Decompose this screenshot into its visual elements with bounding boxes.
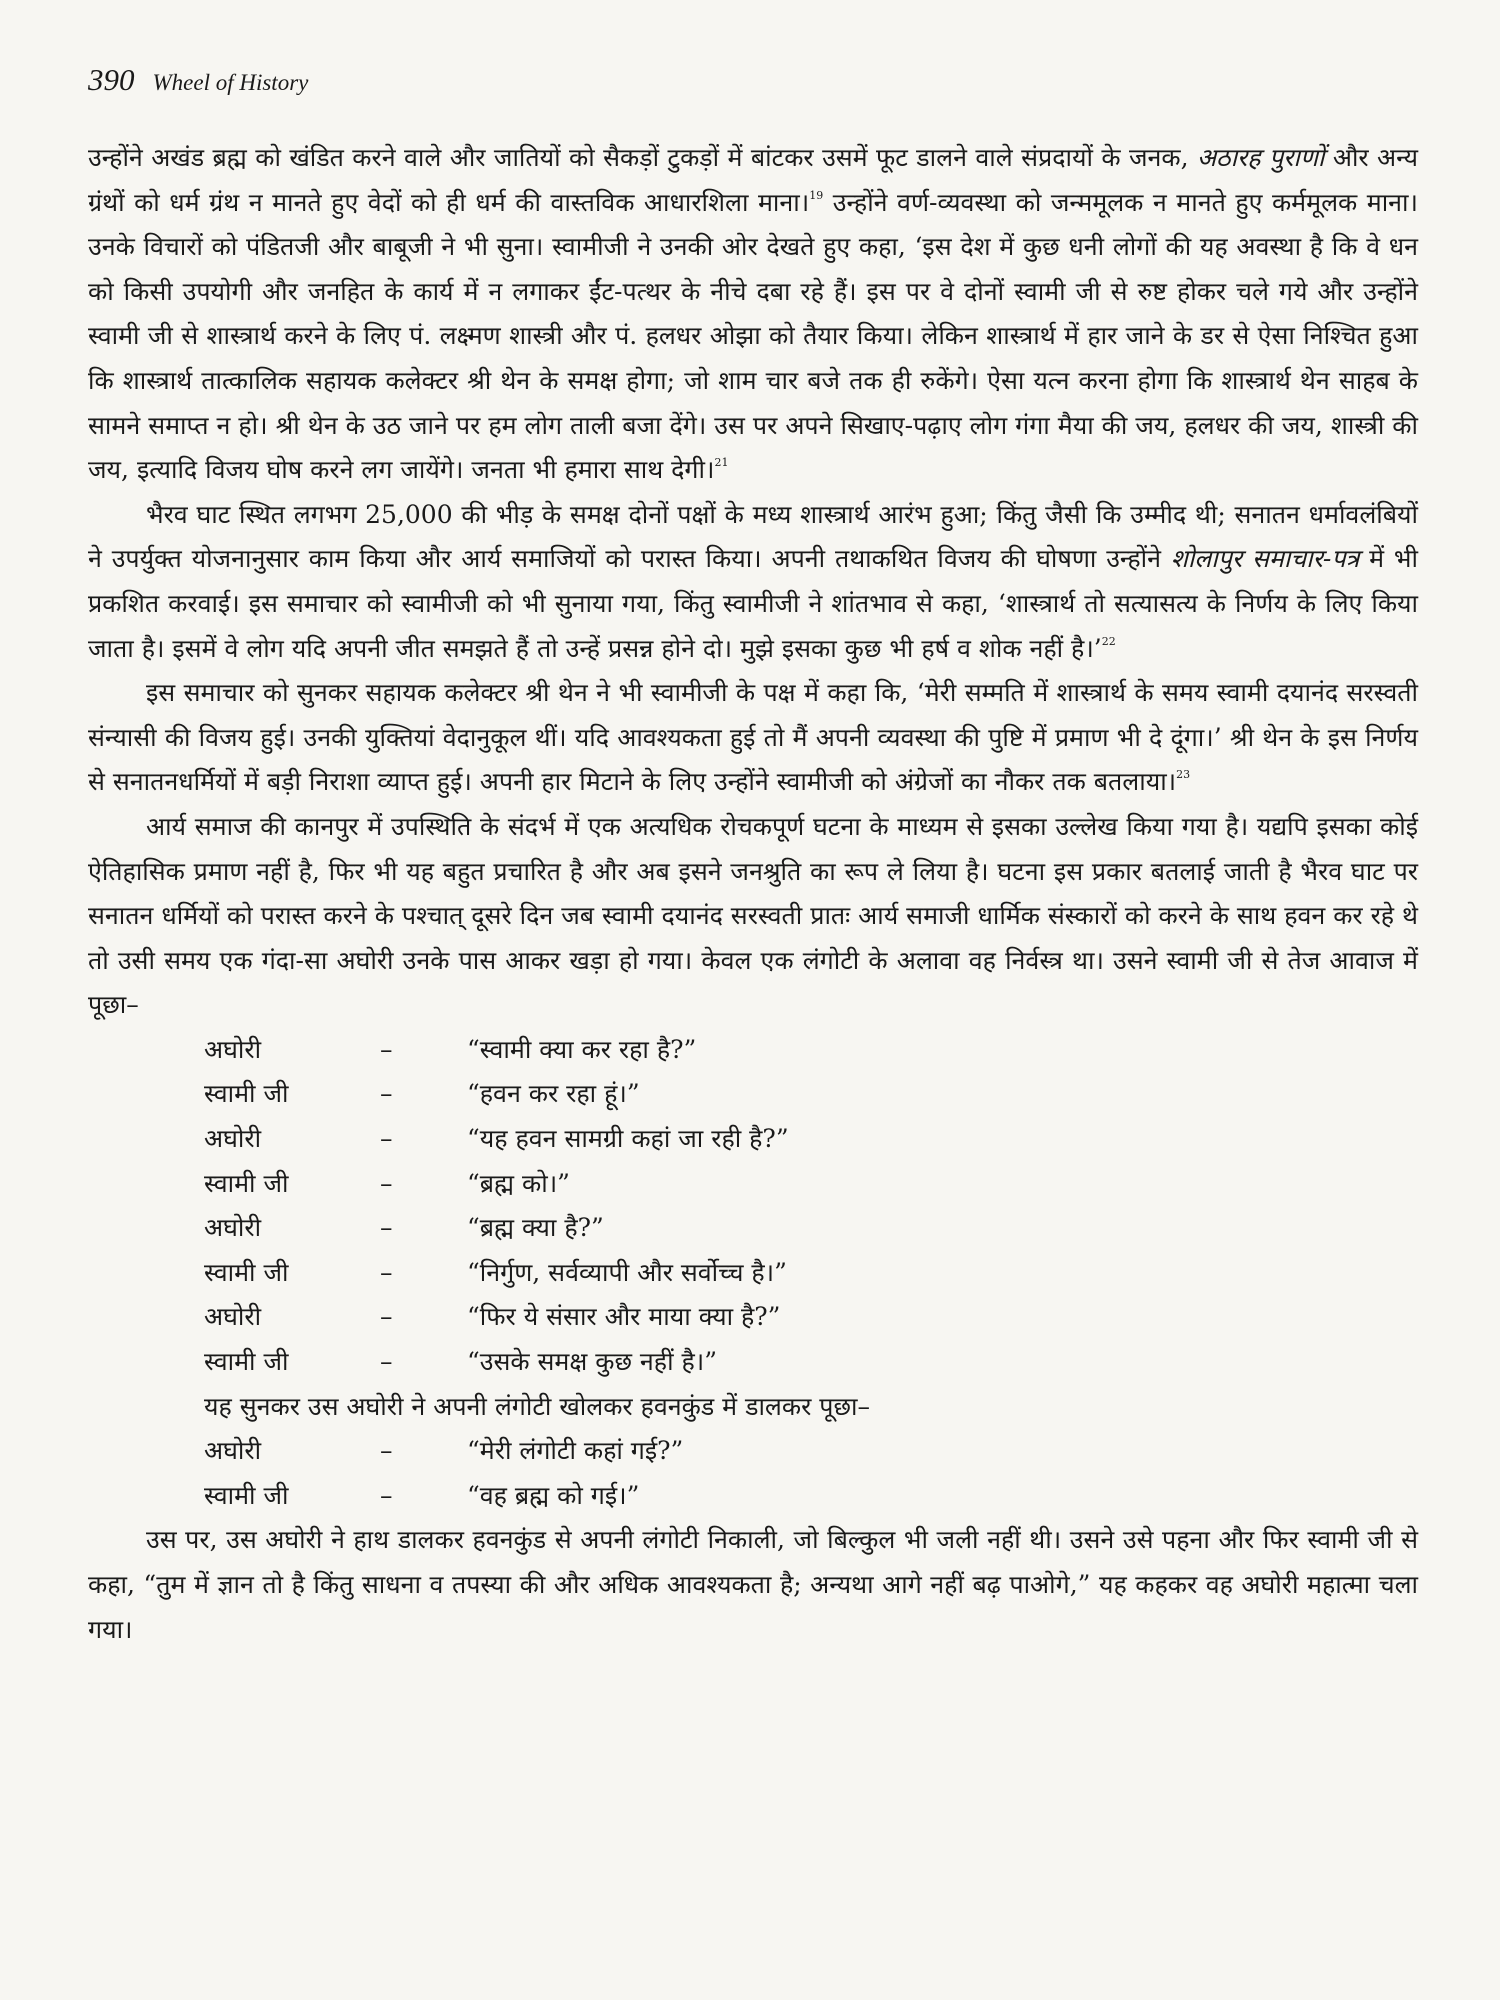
dialogue-row [88, 1295, 1418, 1340]
dialogue-speaker: स्वामी जी [204, 1480, 289, 1510]
dialogue-speaker: स्वामी जी [204, 1079, 289, 1109]
text-run: इस समाचार को सुनकर सहायक कलेक्टर श्री थेन ने भी स्वामीजी के पक्ष में कहा कि, ‘मेरी सम्मति में शास्त्रार्थ के समय स्वामी दयानंद सरस्वती संन्यासी की विजय हुई। उनकी युक्तियां वेदानुकूल थीं। यदि आवश्यकता हुई तो मैं अपनी व्यवस्था की पुष्टि में प्रमाण भी दे दूंगा।’ श्री थेन के इस निर्णय से सनातनधर्मियों में बड़ी निराशा व्याप्त हुई। अपनी हार मिटाने के लिए उन्होंने स्वामीजी को अंग्रेजों का नौकर तक बतलाया। [88, 678, 1418, 797]
italic-title: अठारह पुराणों [1196, 143, 1325, 172]
dialogue-line: “निर्गुण, सर्वव्यापी और सर्वोच्च है।” [467, 1257, 787, 1287]
dialogue-row [88, 1028, 1418, 1073]
page-number: 390 [88, 62, 135, 97]
dialogue-line: “यह हवन सामग्री कहां जा रही है?” [467, 1124, 789, 1154]
text-run: में भी प्रकशित करवाई। इस समाचार को स्वामीजी को भी सुनाया गया, किंतु स्वामीजी ने शांतभाव से कहा, ‘शास्त्रार्थ तो सत्यासत्य के निर्णय के लिए किया जाता है। इसमें वे लोग यदि अपनी जीत समझते हैं तो उन्हें प्रसन्न होने दो। मुझे इसका कुछ भी हर्ष व शोक नहीं है।’ [88, 544, 1418, 663]
dialogue-dash: – [380, 1347, 393, 1377]
paragraph [88, 136, 1418, 493]
dialogue-dash: – [380, 1034, 393, 1064]
running-title: Wheel of History [152, 70, 309, 95]
dialogue-row [88, 1117, 1418, 1162]
footnote-ref: 22 [1101, 634, 1116, 648]
dialogue-line: “हवन कर रहा हूं।” [467, 1079, 640, 1109]
footnote-ref: 23 [1176, 768, 1191, 782]
dialogue-dash: – [380, 1436, 393, 1466]
dialogue-dash: – [380, 1124, 393, 1154]
dialogue-row [88, 1206, 1418, 1251]
dialogue-dash: – [380, 1302, 393, 1332]
dialogue-block [88, 1028, 1418, 1385]
footnote-ref: 19 [809, 188, 824, 202]
dialogue-block [88, 1429, 1418, 1518]
dialogue-row [88, 1251, 1418, 1296]
narration-line: यह सुनकर उस अघोरी ने अपनी लंगोटी खोलकर हवनकुंड में डालकर पूछा– [204, 1391, 870, 1421]
dialogue-line: “वह ब्रह्म को गई।” [467, 1480, 640, 1510]
page-header [88, 62, 308, 98]
dialogue-line: “ब्रह्म क्या है?” [467, 1213, 604, 1243]
dialogue-dash: – [380, 1213, 393, 1243]
text-run: उन्होंने अखंड ब्रह्म को खंडित करने वाले और जातियों को सैकड़ों टुकड़ों में बांटकर उसमें फूट डालने वाले संप्रदायों के जनक, [88, 143, 1197, 172]
paragraph [88, 805, 1418, 1028]
dialogue-line: “स्वामी क्या कर रहा है?” [467, 1034, 697, 1064]
text-run: और अन्य ग्रंथों को धर्म ग्रंथ न मानते हुए वेदों को ही धर्म की वास्तविक आधारशिला माना। [88, 143, 1419, 217]
dialogue-dash: – [380, 1168, 393, 1198]
dialogue-speaker: स्वामी जी [204, 1168, 289, 1198]
text-run: आर्य समाज की कानपुर में उपस्थिति के संदर्भ में एक अत्यधिक रोचकपूर्ण घटना के माध्यम से इसका उल्लेख किया गया है। यद्यपि इसका कोई ऐतिहासिक प्रमाण नहीं है, फिर भी यह बहुत प्रचारित है और अब इसने जनश्रुति का रूप ले लिया है। घटना इस प्रकार बतलाई जाती है भैरव घाट पर सनातन धर्मियों को परास्त करने के पश्चात् दूसरे दिन जब स्वामी दयानंद सरस्वती प्रातः आर्य समाजी धार्मिक संस्कारों को करने के साथ हवन कर रहे थे तो उसी समय एक गंदा-सा अघोरी उनके पास आकर खड़ा हो गया। केवल एक लंगोटी के अलावा वह निर्वस्त्र था। उसने स्वामी जी से तेज आवाज में पूछा– [88, 811, 1418, 1020]
dialogue-row [88, 1340, 1418, 1385]
dialogue-speaker: अघोरी [204, 1436, 262, 1466]
dialogue-speaker: अघोरी [204, 1124, 262, 1154]
dialogue-speaker: अघोरी [204, 1213, 262, 1243]
dialogue-dash: – [380, 1480, 393, 1510]
dialogue-dash: – [380, 1257, 393, 1287]
dialogue-line: “उसके समक्ष कुछ नहीं है।” [467, 1347, 718, 1377]
closing-paragraph: उस पर, उस अघोरी ने हाथ डालकर हवनकुंड से अपनी लंगोटी निकाली, जो बिल्कुल भी जली नहीं थी। उसने उसे पहना और फिर स्वामी जी से कहा, “तुम में ज्ञान तो है किंतु साधना व तपस्या की और अधिक आवश्यकता है; अन्यथा आगे नहीं बढ़ पाओगे,” यह कहकर वह अघोरी महात्मा चला गया। [88, 1525, 1418, 1644]
text-run: भैरव घाट स्थित लगभग 25,000 की भीड़ के समक्ष दोनों पक्षों के मध्य शास्त्रार्थ आरंभ हुआ; किंतु जैसी कि उम्मीद थी; सनातन धर्मावलंबियों ने उपर्युक्त योजनानुसार काम किया और आर्य समाजियों को परास्त किया। अपनी तथाकथित विजय की घोषणा उन्होंने [88, 499, 1418, 574]
dialogue-speaker: अघोरी [204, 1302, 262, 1332]
dialogue-row [88, 1162, 1418, 1207]
text-run: उन्होंने वर्ण-व्यवस्था को जन्ममूलक न मानते हुए कर्ममूलक माना। उनके विचारों को पंडितजी और बाबूजी ने भी सुना। स्वामीजी ने उनकी ओर देखते हुए कहा, ‘इस देश में कुछ धनी लोगों की यह अवस्था है कि वे धन को किसी उपयोगी और जनहित के कार्य में न लगाकर ईंट-पत्थर के नीचे दबा रहे हैं। इस पर वे दोनों स्वामी जी से रुष्ट होकर चले गये और उन्होंने स्वामी जी से शास्त्रार्थ करने के लिए पं. लक्ष्मण शास्त्री और पं. हलधर ओझा को तैयार किया। लेकिन शास्त्रार्थ में हार जाने के डर से ऐसा निश्चित हुआ कि शास्त्रार्थ तात्कालिक सहायक कलेक्टर श्री थेन के समक्ष होगा; जो शाम चार बजे तक ही रुकेंगे। ऐसा यत्न करना होगा कि शास्त्रार्थ थेन साहब के सामने समाप्त न हो। श्री थेन के उठ जाने पर हम लोग ताली बजा देंगे। उस पर अपने सिखाए-पढ़ाए लोग गंगा मैया की जय, हलधर की जय, शास्त्री की जय, इत्यादि विजय घोष करने लग जायेंगे। जनता भी हमारा साथ देगी। [88, 187, 1418, 485]
dialogue-speaker: स्वामी जी [204, 1257, 289, 1287]
dialogue-line: “मेरी लंगोटी कहां गई?” [467, 1436, 684, 1466]
page-body [88, 136, 1418, 1652]
paragraph [88, 493, 1418, 671]
paragraph [88, 671, 1418, 805]
dialogue-speaker: स्वामी जी [204, 1347, 289, 1377]
dialogue-dash: – [380, 1079, 393, 1109]
dialogue-line: “ब्रह्म को।” [467, 1168, 570, 1198]
italic-title: शोलापुर समाचार-पत्र [1170, 544, 1360, 574]
dialogue-speaker: अघोरी [204, 1034, 262, 1064]
dialogue-row [88, 1072, 1418, 1117]
footnote-ref: 21 [714, 456, 729, 470]
dialogue-line: “फिर ये संसार और माया क्या है?” [467, 1302, 781, 1332]
dialogue-row [88, 1429, 1418, 1474]
dialogue-row [88, 1474, 1418, 1519]
